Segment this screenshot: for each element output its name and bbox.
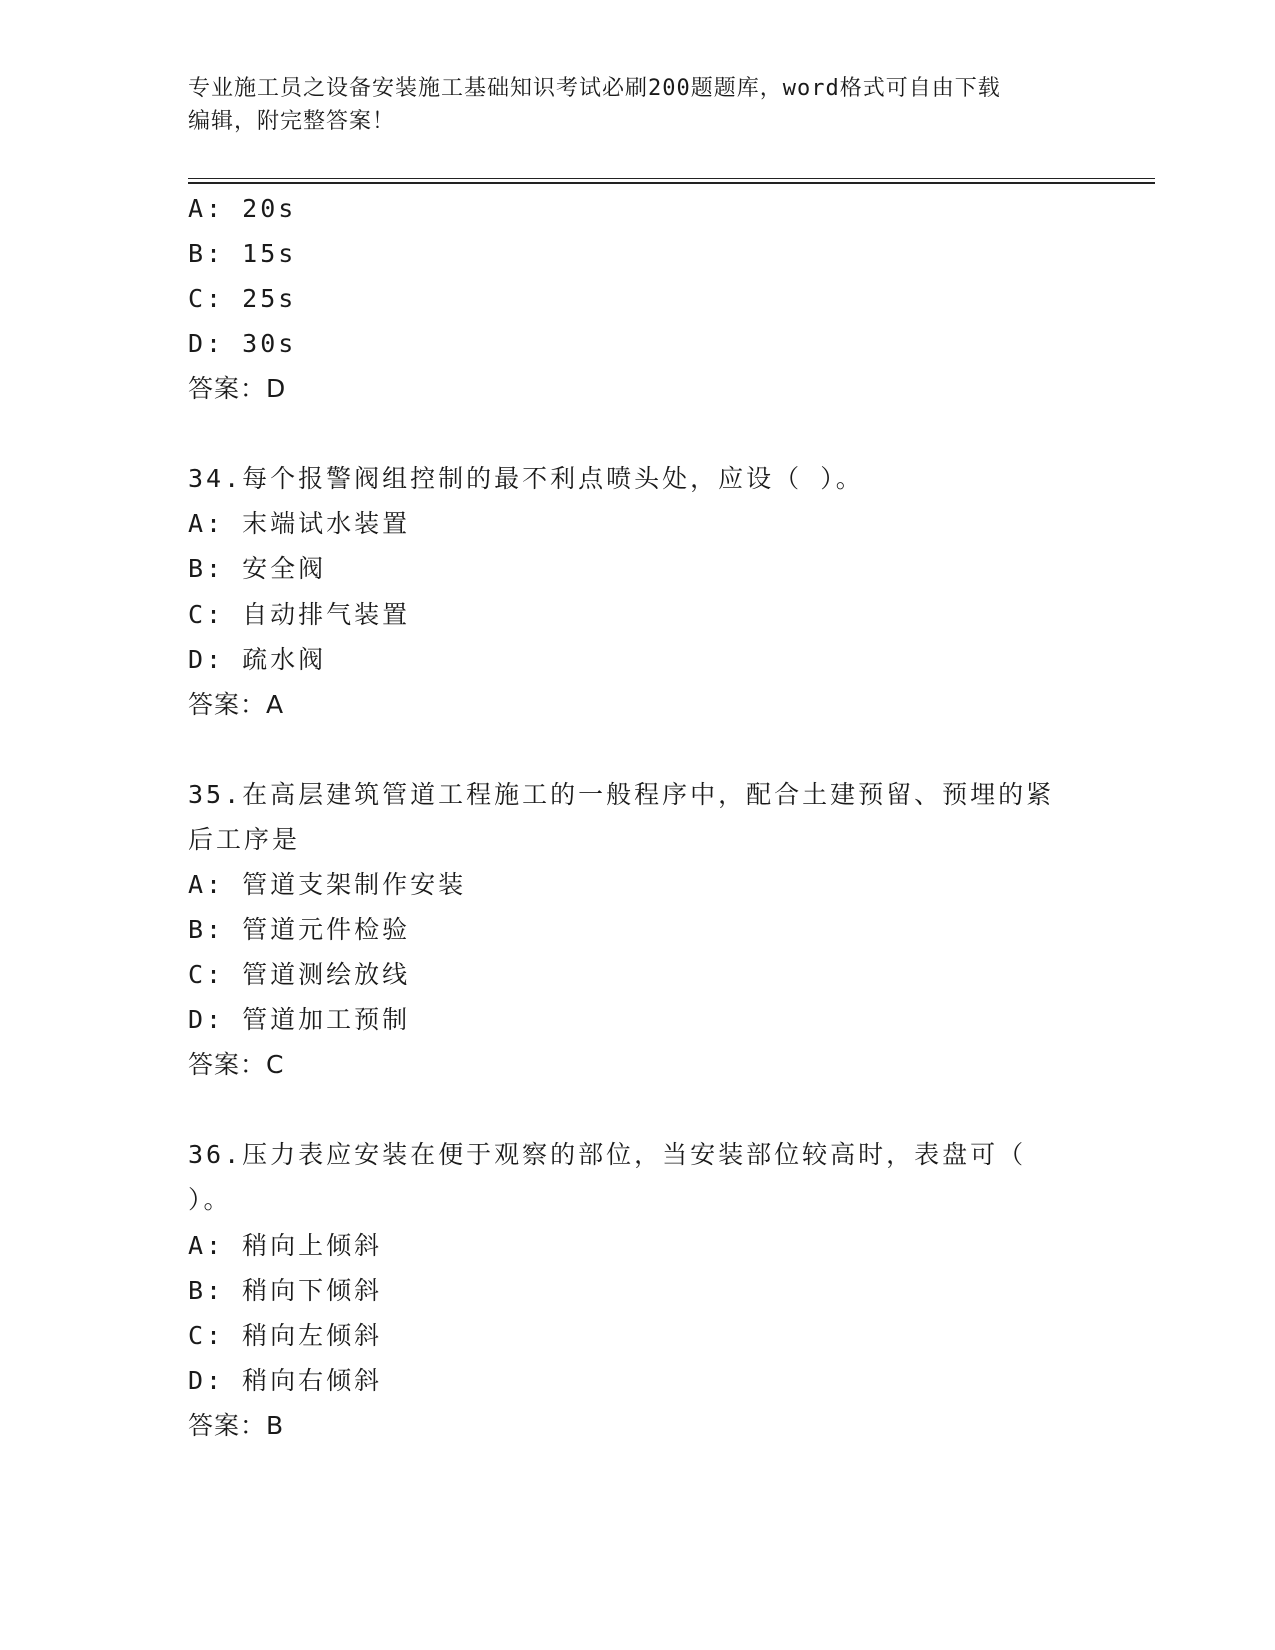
q34-option-c: C: 自动排气装置	[188, 600, 411, 629]
q34-option-b: B: 安全阀	[188, 554, 327, 583]
q35-option-d: D: 管道加工预制	[188, 1005, 411, 1034]
q35-question-line-2: 后工序是	[188, 825, 301, 854]
q34-option-d: D: 疏水阀	[188, 645, 327, 674]
header-line-1: 专业施工员之设备安装施工基础知识考试必刷200题题库，word格式可自由下载	[188, 76, 1001, 101]
header-divider-thin	[188, 178, 1155, 179]
q35-option-b: B: 管道元件检验	[188, 915, 411, 944]
q33-option-a: A: 20s	[188, 194, 297, 223]
q35-question-line-1: 35.在高层建筑管道工程施工的一般程序中，配合土建预留、预埋的紧	[188, 780, 1055, 809]
q33-option-c: C: 25s	[188, 284, 297, 313]
q36-option-a: A: 稍向上倾斜	[188, 1231, 383, 1260]
document-header	[188, 72, 1088, 138]
q33-option-d: D: 30s	[188, 329, 297, 358]
q34-question: 34.每个报警阀组控制的最不利点喷头处，应设（ ）。	[188, 464, 864, 493]
q33-answer: 答案：D	[188, 374, 287, 403]
q36-question-line-2: ）。	[188, 1185, 232, 1214]
q36-question-line-1: 36.压力表应安装在便于观察的部位，当安装部位较高时，表盘可（	[188, 1140, 1027, 1169]
q36-option-c: C: 稍向左倾斜	[188, 1321, 383, 1350]
q33-option-b: B: 15s	[188, 239, 297, 268]
q35-option-a: A: 管道支架制作安装	[188, 870, 467, 899]
header-line-2: 编辑，附完整答案！	[188, 109, 396, 134]
q36-option-d: D: 稍向右倾斜	[188, 1366, 383, 1395]
q35-option-c: C: 管道测绘放线	[188, 960, 411, 989]
header-divider-thick	[188, 182, 1155, 184]
q35-answer: 答案：C	[188, 1050, 285, 1079]
q34-answer: 答案：A	[188, 690, 285, 719]
q36-option-b: B: 稍向下倾斜	[188, 1276, 383, 1305]
q36-answer: 答案：B	[188, 1411, 285, 1440]
q34-option-a: A: 末端试水装置	[188, 509, 411, 538]
